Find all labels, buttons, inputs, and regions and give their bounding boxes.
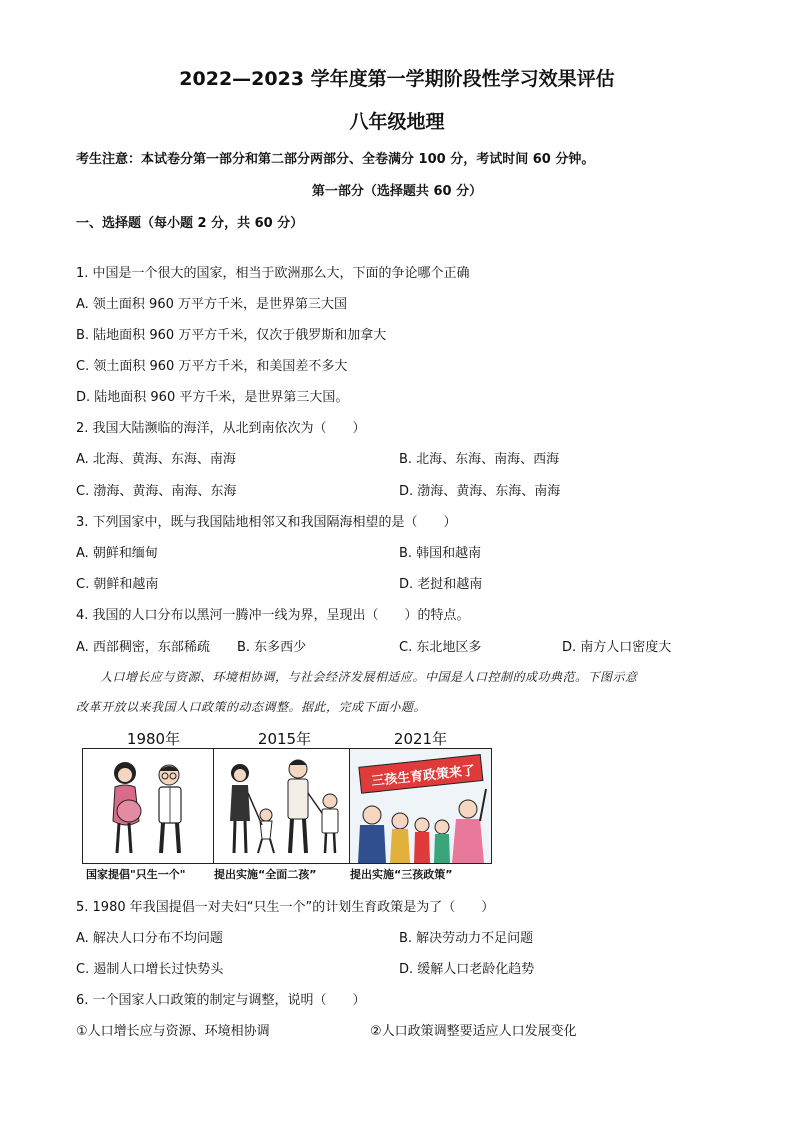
- cartoon-1980: [82, 728, 225, 868]
- question-4-option-c: C. 东北地区多: [399, 640, 482, 655]
- question-3-option-d: D. 老挝和越南: [399, 577, 483, 592]
- question-4-option-a: A. 西部稠密，东部稀疏: [76, 640, 210, 655]
- question-5-stem: 5. 1980 年我国提倡一对夫妇“只生一个”的计划生育政策是为了（ ）: [76, 900, 495, 915]
- cartoon-2021-frame: [349, 748, 492, 864]
- question-2-option-b: B. 北海、东海、南海、西海: [399, 452, 560, 467]
- passage-line-1: 人口增长应与资源、环境相协调，与社会经济发展相适应。中国是人口控制的成功典范。下图示意: [100, 670, 638, 684]
- question-5-option-c: C. 遏制人口增长过快势头: [76, 962, 224, 977]
- cartoon-1980-year: 1980年: [126, 730, 181, 748]
- question-1-stem: 1. 中国是一个很大的国家，相当于欧洲那么大，下面的争论哪个正确: [76, 266, 470, 281]
- question-6-statement-2: ②人口政策调整要适应人口发展变化: [370, 1024, 577, 1039]
- question-2-option-a: A. 北海、黄海、东海、南海: [76, 452, 236, 467]
- part-title: 第一部分（选择题共 60 分）: [311, 184, 483, 199]
- two-child-family-illustration: [214, 749, 355, 863]
- question-4-stem: 4. 我国的人口分布以黑河一腾冲一线为界，呈现出（ ）的特点。: [76, 608, 470, 623]
- cartoon-2021-year: 2021年: [393, 730, 448, 748]
- exam-notice: 考生注意：本试卷分第一部分和第二部分两部分、全卷满分 100 分，考试时间 60 分钟。: [76, 152, 595, 167]
- exam-title: 2022—2023 学年度第一学期阶段性学习效果评估: [179, 68, 615, 90]
- cartoon-2015-frame: [213, 748, 356, 864]
- question-3-option-c: C. 朝鲜和越南: [76, 577, 159, 592]
- cartoon-2015-year: 2015年: [257, 730, 312, 748]
- cartoon-2015-caption: 提出实施“全面二孩”: [214, 868, 317, 881]
- question-2-stem: 2. 我国大陆濒临的海洋，从北到南依次为（ ）: [76, 421, 366, 436]
- section-title: 一、选择题（每小题 2 分，共 60 分）: [76, 216, 304, 231]
- cartoon-2021-caption: 提出实施“三孩政策”: [350, 868, 453, 881]
- question-6-stem: 6. 一个国家人口政策的制定与调整，说明（ ）: [76, 993, 366, 1008]
- cartoon-2021-banner-text: 三孩生育政策来了: [370, 763, 476, 790]
- question-1-option-b: B. 陆地面积 960 万平方千米，仅次于俄罗斯和加拿大: [76, 328, 387, 343]
- question-3-option-a: A. 朝鲜和缅甸: [76, 546, 158, 561]
- question-5-option-d: D. 缓解人口老龄化趋势: [399, 962, 535, 977]
- question-2-option-c: C. 渤海、黄海、南海、东海: [76, 484, 237, 499]
- cartoon-1980-frame: [82, 748, 225, 864]
- one-child-couple-illustration: [83, 749, 224, 863]
- question-1-option-d: D. 陆地面积 960 平方千米，是世界第三大国。: [76, 390, 349, 405]
- question-2-option-d: D. 渤海、黄海、东海、南海: [399, 484, 561, 499]
- question-1-option-c: C. 领土面积 960 万平方千米，和美国差不多大: [76, 359, 348, 374]
- cartoon-2021: [349, 728, 492, 868]
- question-4-option-b: B. 东多西少: [237, 640, 307, 655]
- question-5-option-a: A. 解决人口分布不均问题: [76, 931, 223, 946]
- passage-line-2: 改革开放以来我国人口政策的动态调整。据此，完成下面小题。: [76, 700, 427, 714]
- question-3-option-b: B. 韩国和越南: [399, 546, 482, 561]
- question-5-option-b: B. 解决劳动力不足问题: [399, 931, 534, 946]
- exam-subtitle: 八年级地理: [349, 111, 445, 133]
- question-1-option-a: A. 领土面积 960 万平方千米，是世界第三大国: [76, 297, 348, 312]
- cartoon-1980-caption: 国家提倡"只生一个": [86, 868, 186, 881]
- question-4-option-d: D. 南方人口密度大: [562, 640, 672, 655]
- question-3-stem: 3. 下列国家中，既与我国陆地相邻又和我国隔海相望的是（ ）: [76, 515, 457, 530]
- question-6-statement-1: ①人口增长应与资源、环境相协调: [76, 1024, 270, 1039]
- cartoon-2015: [213, 728, 356, 868]
